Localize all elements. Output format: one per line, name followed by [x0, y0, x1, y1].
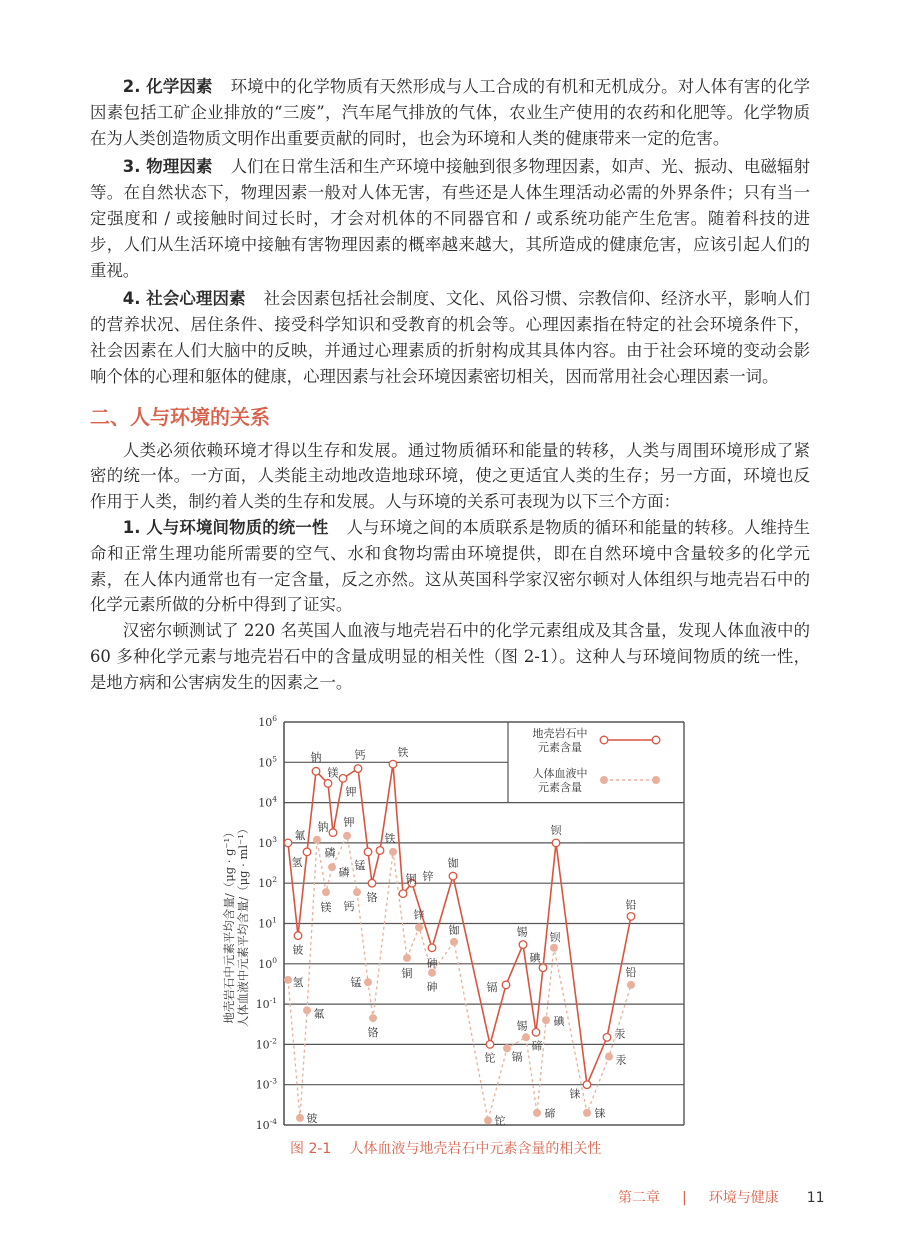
crust-point-label: 镁	[327, 766, 339, 780]
paragraph-text: 人们在日常生活和生产环境中接触到很多物理因素，如声、光、振动、电磁辐射等。在自然状态下，物理因素一般对人体无害，有些还是人体生理活动必需的外界条件；只有当一定强度和 / 或接触时间过长时，才会对机体的不同器官和 / 或系统功能产生危害。随着科技的进步，人们从生活环境中接触有害物理因素的概率越来越大，其所造成的健康危害，应该引起人们的重视。	[90, 157, 810, 280]
page-body	[90, 74, 810, 696]
crust-point-label: 铬	[366, 891, 378, 905]
crust-point-label: 铁	[397, 746, 409, 760]
y-tick-base: 10	[255, 1119, 270, 1132]
paragraph-text: 社会因素包括社会制度、文化、风俗习惯、宗教信仰、经济水平，影响人们的营养状况、居住条件、接受科学知识和受教育的机会等。心理因素指在特定的社会环境条件下，社会因素在人们大脑中的反映，并通过心理素质的折射构成其具体内容。由于社会环境的变动会影响个体的心理和躯体的健康，心理因素与社会环境因素密切相关，因而常用社会心理因素一词。	[90, 289, 811, 386]
y-axis-label	[222, 823, 250, 1027]
series-crust	[284, 760, 635, 1088]
crust-data-point	[552, 839, 560, 847]
legend-crust-line-2: 元素含量	[538, 741, 582, 754]
blood-data-point	[415, 923, 423, 931]
blood-data-point	[322, 888, 330, 896]
y-tick-exponent: 3	[272, 834, 277, 844]
blood-point-label: 铷	[448, 923, 460, 937]
blood-data-point	[428, 969, 436, 977]
crust-data-point	[354, 765, 362, 773]
blood-point-label: 锌	[413, 908, 425, 922]
blood-point-label: 铍	[306, 1111, 318, 1125]
paragraph-intro: 人类必须依赖环境才得以生存和发展。通过物质循环和能量的转移，人类与周围环境形成了紧密的统一体。一方面，人类能主动地改造地球环境，使之更适宜人类的生存；另一方面，环境也反作用于人类，制约着人类的生存和发展。人与环境的关系可表现为以下三个方面：	[90, 440, 810, 512]
crust-data-point	[312, 767, 320, 775]
crust-point-label: 钙	[354, 748, 366, 762]
blood-point-label: 镁	[320, 901, 332, 915]
crust-point-label: 锡	[516, 925, 528, 939]
blood-point-label: 钙	[343, 900, 355, 914]
crust-data-point	[486, 1041, 494, 1049]
blood-point-label: 碲	[544, 1106, 556, 1120]
blood-point-label: 碘	[553, 1015, 565, 1029]
y-tick-exponent: -2	[269, 1036, 277, 1046]
paragraph-physical	[90, 154, 810, 283]
blood-data-point	[627, 981, 635, 989]
paragraph-text: 人与环境之间的本质联系是物质的循环和能量的转移。人维持生命和正常生理功能所需要的空气、水和食物均需由环境提供，即在自然环境中含量较多的化学元素，在人体内通常也有一定含量，反之亦然。这从英国科学家汉密尔顿对人体组织与地壳岩石中的化学元素所做的分析中得到了证实。	[90, 517, 811, 615]
series-blood	[284, 832, 635, 1128]
blood-point-label: 砷	[426, 980, 438, 994]
crust-data-point	[324, 780, 332, 788]
y-axis-label-line-1: 地壳岩石中元素平均含量/（μg · g⁻¹）	[222, 826, 236, 1024]
crust-point-label: 碘	[529, 951, 541, 965]
blood-point-label: 氢	[292, 975, 304, 989]
blood-data-point	[542, 1016, 550, 1024]
crust-point-label: 锌	[422, 870, 434, 884]
y-axis-ticks	[256, 714, 278, 1132]
crust-data-point	[603, 1034, 611, 1042]
paragraph-lead: 1. 人与环境间物质的统一性	[122, 517, 329, 537]
y-tick-exponent: 2	[272, 875, 277, 885]
paragraph-unity	[90, 515, 810, 618]
blood-point-label: 磷	[338, 866, 350, 880]
y-tick-label	[256, 1036, 278, 1051]
y-tick-label	[256, 996, 277, 1011]
crust-point-label: 砷	[426, 956, 438, 970]
crust-point-label: 磷	[324, 846, 336, 860]
y-tick-base: 10	[258, 796, 273, 810]
paragraph-social	[90, 286, 810, 389]
y-tick-label	[256, 1077, 278, 1092]
legend-crust-hollow-circle	[652, 736, 660, 744]
y-tick-label	[258, 835, 277, 850]
y-tick-exponent: -4	[269, 1117, 277, 1126]
y-tick-base: 10	[255, 1038, 270, 1052]
blood-point-label: 铬	[367, 1026, 379, 1040]
y-tick-base: 10	[255, 998, 270, 1012]
paragraph-lead: 3. 物理因素	[122, 157, 213, 177]
y-tick-exponent: 4	[272, 794, 277, 804]
y-tick-base: 10	[258, 716, 273, 729]
crust-point-label: 钡	[550, 823, 562, 837]
crust-data-point	[329, 829, 337, 837]
y-tick-label	[258, 714, 277, 729]
blood-point-label: 铼	[594, 1106, 606, 1120]
y-tick-label	[258, 795, 277, 810]
y-tick-label	[258, 875, 277, 890]
crust-point-label: 铜	[405, 872, 417, 886]
crust-point-label: 锰	[354, 858, 366, 872]
page-footer	[618, 1187, 825, 1207]
blood-data-point	[353, 888, 361, 896]
blood-data-point	[343, 832, 351, 840]
blood-point-label: 钾	[343, 815, 355, 829]
crust-data-point	[368, 879, 376, 887]
blood-point-label: 钠	[317, 820, 329, 834]
y-tick-label	[258, 956, 277, 971]
blood-data-point	[296, 1114, 304, 1122]
figure-number: 图 2-1	[290, 1141, 332, 1157]
legend-blood-line-1: 人体血液中	[532, 767, 588, 780]
y-tick-label	[258, 754, 277, 769]
blood-point-label: 汞	[615, 1053, 627, 1067]
blood-point-label: 钡	[549, 930, 561, 944]
legend-crust-hollow-circle	[600, 736, 608, 744]
y-tick-exponent: 1	[272, 915, 277, 925]
element-correlation-chart	[200, 700, 700, 1140]
crust-data-point	[284, 839, 292, 847]
blood-data-point	[389, 848, 397, 856]
crust-data-point	[583, 1081, 591, 1089]
y-tick-base: 10	[258, 957, 273, 971]
figure-title: 人体血液与地壳岩石中元素含量的相关性	[349, 1141, 602, 1157]
crust-point-label: 钾	[345, 785, 357, 799]
blood-data-point	[364, 978, 372, 986]
crust-data-point	[303, 848, 311, 856]
y-tick-label	[256, 1117, 278, 1132]
legend-blood-filled-circle	[600, 776, 608, 784]
legend-blood-filled-circle	[652, 776, 660, 784]
legend-blood-line-2: 元素含量	[538, 781, 582, 794]
blood-point-label: 铊	[494, 1114, 506, 1128]
blood-data-point	[550, 944, 558, 952]
crust-data-point	[389, 760, 397, 768]
figure-caption	[290, 1138, 601, 1158]
crust-data-point	[502, 981, 510, 989]
y-tick-base: 10	[255, 1078, 270, 1092]
y-tick-base: 10	[258, 756, 273, 770]
crust-point-label: 氢	[291, 855, 303, 869]
blood-point-label: 镉	[511, 1050, 523, 1064]
y-tick-base: 10	[258, 877, 273, 891]
blood-point-label: 铅	[625, 965, 637, 979]
crust-data-point	[519, 941, 527, 949]
blood-data-point	[605, 1053, 613, 1061]
blood-data-point	[303, 1006, 311, 1014]
blood-data-point	[583, 1109, 591, 1117]
blood-data-point	[484, 1116, 492, 1124]
y-tick-label	[258, 916, 277, 931]
y-tick-exponent: -1	[269, 996, 277, 1006]
y-axis-label-line-2: 人体血液中元素平均含量/（μg · ml⁻¹）	[236, 822, 250, 1028]
legend-crust-line-1: 地壳岩石中	[532, 727, 588, 740]
blood-point-label: 铜	[401, 966, 413, 980]
blood-data-point	[284, 976, 292, 984]
crust-point-label: 铍	[292, 943, 304, 957]
blood-data-point	[450, 938, 458, 946]
crust-data-point	[294, 932, 302, 940]
crust-point-label: 汞	[614, 1027, 626, 1041]
footer-chapter: 第二章	[618, 1190, 660, 1206]
y-tick-exponent: 6	[272, 714, 277, 723]
footer-chapter-title: 环境与健康	[708, 1190, 779, 1206]
blood-data-point	[522, 1033, 530, 1041]
crust-data-point	[627, 913, 635, 921]
crust-data-point	[376, 847, 384, 855]
y-tick-exponent: 0	[272, 955, 277, 965]
crust-series-line	[288, 764, 631, 1085]
blood-point-label: 锰	[350, 976, 362, 990]
blood-data-point	[313, 836, 321, 844]
crust-point-label: 碲	[531, 1039, 543, 1053]
section-heading: 二、人与环境的关系	[90, 404, 270, 429]
blood-data-point	[328, 863, 336, 871]
chart-legend	[533, 726, 661, 794]
crust-point-label: 镉	[486, 980, 498, 994]
blood-data-point	[403, 954, 411, 962]
crust-data-point	[364, 848, 372, 856]
y-tick-exponent: -3	[269, 1076, 277, 1086]
blood-point-label: 氟	[313, 1007, 325, 1021]
crust-data-point	[532, 1028, 540, 1036]
crust-point-label: 氟	[294, 828, 306, 842]
paragraph-chemical	[90, 74, 810, 151]
blood-data-point	[369, 1014, 377, 1022]
crust-point-label: 铷	[447, 857, 459, 871]
crust-data-point	[339, 775, 347, 783]
crust-point-label: 铊	[484, 1051, 496, 1065]
y-tick-base: 10	[258, 917, 273, 931]
paragraph-lead: 2. 化学因素	[122, 77, 213, 96]
paragraph-hamilton: 汉密尔顿测试了 220 名英国人血液与地壳岩石中的化学元素组成及其含量，发现人体血液中的 60 多种化学元素与地壳岩石中的含量成明显的相关性（图 2-1）。这种人与环境间物质的统一性，是地方病和公害病发生的因素之一。	[90, 621, 810, 692]
footer-separator: |	[682, 1190, 687, 1206]
blood-data-point	[503, 1044, 511, 1052]
crust-data-point	[428, 944, 436, 952]
page-number: 11	[806, 1190, 825, 1206]
paragraph-lead: 4. 社会心理因素	[122, 289, 246, 309]
crust-data-point	[399, 890, 407, 898]
blood-point-label: 锡	[516, 1019, 528, 1033]
blood-data-point	[533, 1109, 541, 1117]
crust-data-point	[449, 872, 457, 880]
paragraph-text: 环境中的化学物质有天然形成与人工合成的有机和无机成分。对人体有害的化学因素包括工矿企业排放的“三废”，汽车尾气排放的气体，农业生产使用的农药和化肥等。化学物质在为人类创造物质文明作出重要贡献的同时，也会为环境和人类的健康带来一定的危害。	[90, 77, 810, 148]
crust-data-point	[539, 964, 547, 972]
crust-point-label: 铼	[569, 1087, 581, 1101]
blood-point-label: 铁	[384, 831, 396, 845]
crust-point-label: 铅	[625, 898, 637, 912]
crust-point-label: 钠	[310, 751, 322, 765]
y-tick-exponent: 5	[272, 754, 277, 764]
y-tick-base: 10	[258, 836, 273, 850]
